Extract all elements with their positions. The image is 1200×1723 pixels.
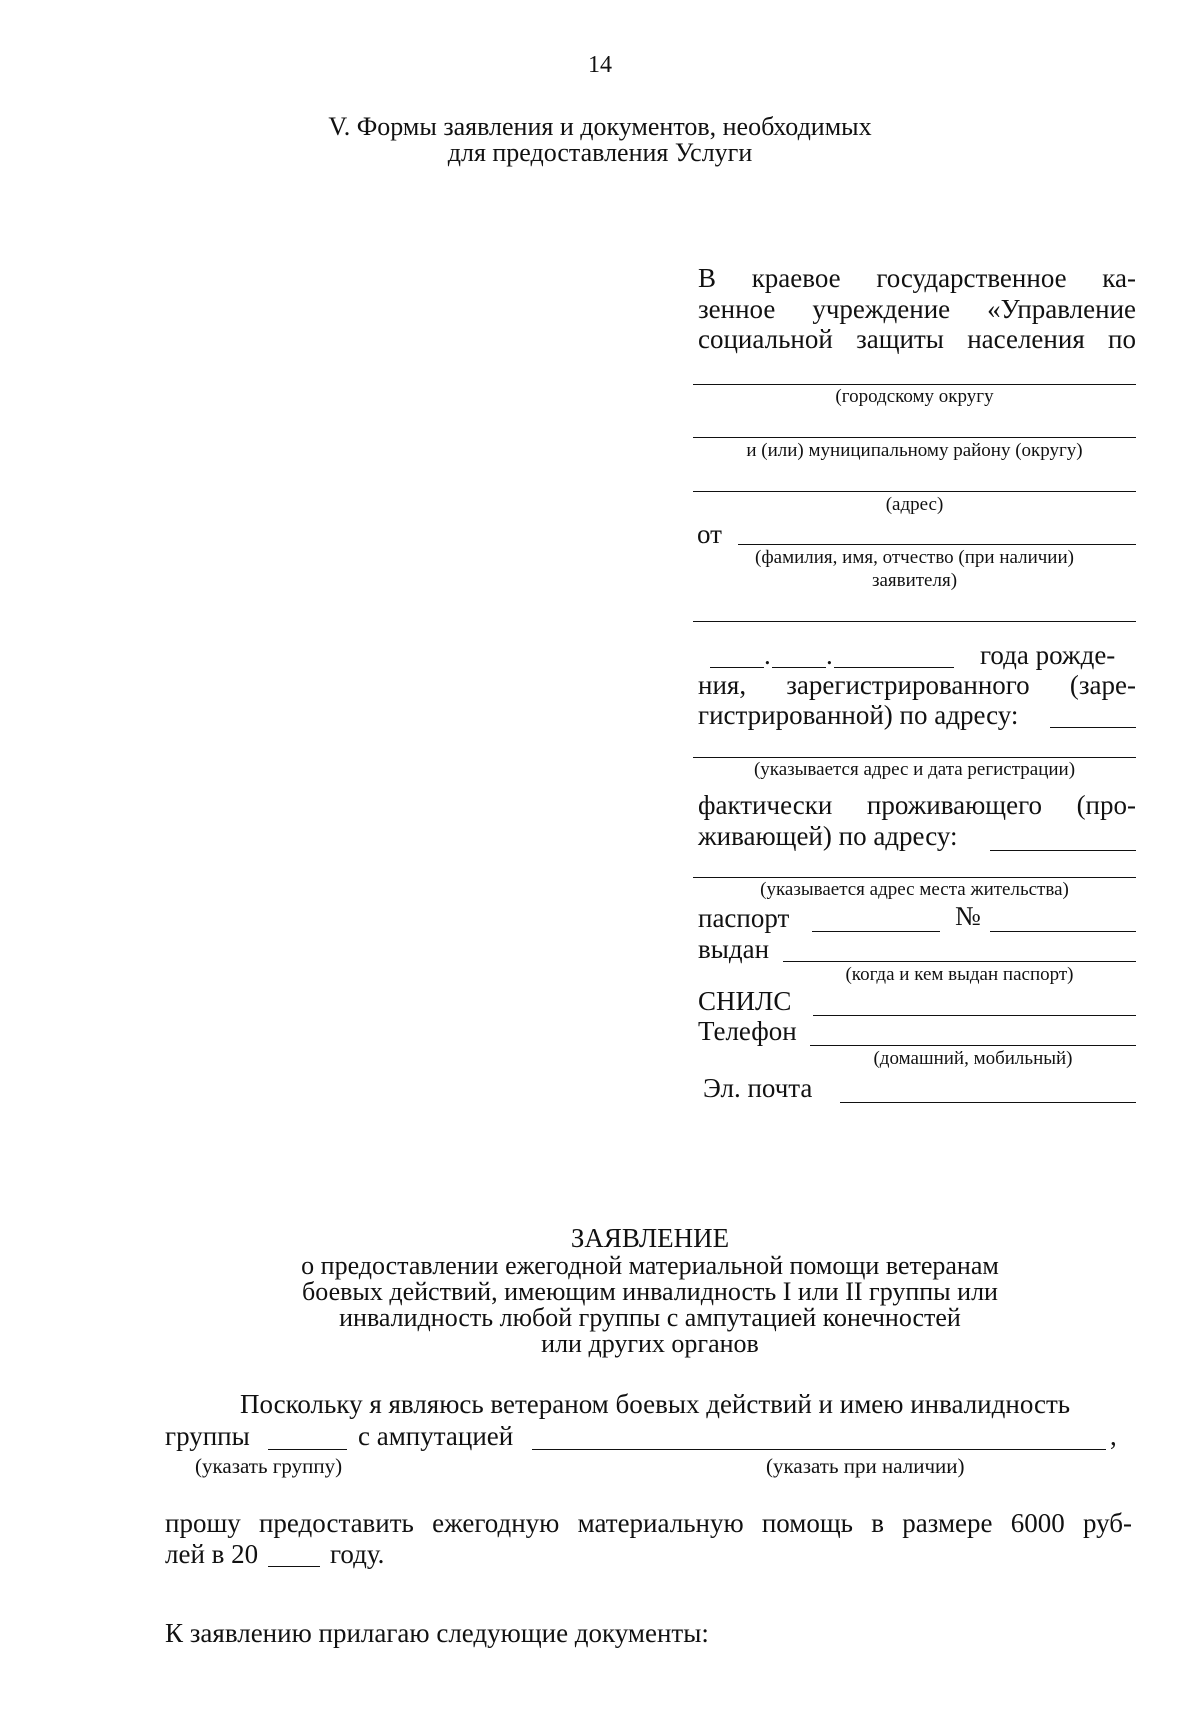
addressee-line-2: зенное учреждение «Управление — [698, 294, 1136, 324]
caption-group: (указать группу) — [195, 1454, 343, 1478]
passport-label: паспорт — [698, 903, 790, 933]
registration-line-3: гистрированной) по адресу: — [698, 700, 1019, 730]
registration-line-2: ния, зарегистрированного (заре- — [698, 670, 1136, 700]
snils-label: СНИЛС — [698, 986, 792, 1016]
blank-birth-day[interactable] — [710, 667, 764, 668]
statement-subtitle-1: о предоставлении ежегодной материальной помощи ветеранам — [301, 1251, 999, 1280]
blank-passport-number[interactable] — [990, 931, 1136, 932]
caption-issued: (когда и кем выдан паспорт) — [845, 964, 1074, 985]
email-label: Эл. почта — [703, 1073, 813, 1103]
caption-fio-1: (фамилия, имя, отчество (при наличии) — [755, 547, 1074, 568]
caption-district: и (или) муниципальному району (округу) — [746, 440, 1083, 461]
attachments-text: К заявлению прилагаю следующие документы: — [165, 1618, 709, 1648]
blank-birth-year[interactable] — [834, 667, 954, 668]
blank-snils[interactable] — [813, 1015, 1136, 1016]
page-number: 14 — [588, 52, 612, 78]
blank-line-registration[interactable] — [693, 757, 1136, 758]
from-label: от — [697, 519, 722, 549]
blank-line-fio[interactable] — [738, 544, 1136, 545]
phone-label: Телефон — [698, 1016, 797, 1046]
blank-amputation[interactable] — [532, 1449, 1106, 1450]
blank-line-fio-2[interactable] — [693, 621, 1136, 622]
birth-suffix: года рожде- — [980, 640, 1116, 670]
paragraph-2-line-1: прошу предоставить ежегодную материальную помощь в размере 6000 руб- — [165, 1508, 1132, 1538]
statement-subtitle-4: или других органов — [541, 1329, 759, 1358]
paragraph-2-suffix: году. — [330, 1539, 385, 1569]
blank-line-city[interactable] — [693, 384, 1136, 385]
caption-fio-2: заявителя) — [871, 570, 958, 591]
amputation-label: с ампутацией — [358, 1421, 514, 1451]
actual-address-line-1: фактически проживающего (про- — [698, 790, 1136, 820]
number-sign: № — [955, 901, 981, 931]
paragraph-2-prefix: лей в 20 — [165, 1539, 259, 1569]
blank-issued[interactable] — [783, 961, 1136, 962]
blank-line-actual-address[interactable] — [693, 877, 1136, 878]
caption-city: (городскому округу — [835, 386, 994, 407]
blank-passport-series[interactable] — [812, 931, 940, 932]
statement-title: ЗАЯВЛЕНИЕ — [570, 1223, 730, 1253]
blank-year[interactable] — [268, 1566, 320, 1567]
blank-group[interactable] — [268, 1449, 347, 1450]
date-dot-2: . — [826, 640, 833, 670]
blank-line-district[interactable] — [693, 437, 1136, 438]
date-dot-1: . — [764, 640, 771, 670]
caption-registration: (указывается адрес и дата регистрации) — [753, 759, 1076, 780]
section-heading-line-2: для предоставления Услуги — [447, 138, 753, 167]
paragraph-1-line-1: Поскольку я являюсь ветераном боевых действий и имею инвалидность — [240, 1389, 1071, 1419]
issued-label: выдан — [698, 934, 770, 964]
addressee-line-1: В краевое государственное ка- — [698, 263, 1136, 293]
statement-subtitle-2: боевых действий, имеющим инвалидность I или II группы или — [302, 1277, 998, 1306]
blank-phone[interactable] — [810, 1045, 1136, 1046]
blank-line-address[interactable] — [693, 491, 1136, 492]
caption-address: (адрес) — [885, 494, 944, 515]
actual-address-line-2: живающей) по адресу: — [698, 821, 958, 851]
blank-email[interactable] — [840, 1102, 1136, 1103]
caption-if-any: (указать при наличии) — [766, 1454, 965, 1478]
caption-phone: (домашний, мобильный) — [873, 1048, 1073, 1069]
group-label: группы — [165, 1421, 250, 1451]
blank-reg-address-inline[interactable] — [1050, 727, 1136, 728]
comma: , — [1110, 1421, 1117, 1451]
caption-actual-address: (указывается адрес места жительства) — [760, 879, 1069, 900]
section-heading-line-1: V. Формы заявления и документов, необходимых — [328, 112, 872, 141]
addressee-line-3: социальной защиты населения по — [698, 324, 1136, 354]
statement-subtitle-3: инвалидность любой группы с ампутацией конечностей — [339, 1303, 961, 1332]
blank-actual-address-inline[interactable] — [990, 850, 1136, 851]
blank-birth-month[interactable] — [772, 667, 826, 668]
